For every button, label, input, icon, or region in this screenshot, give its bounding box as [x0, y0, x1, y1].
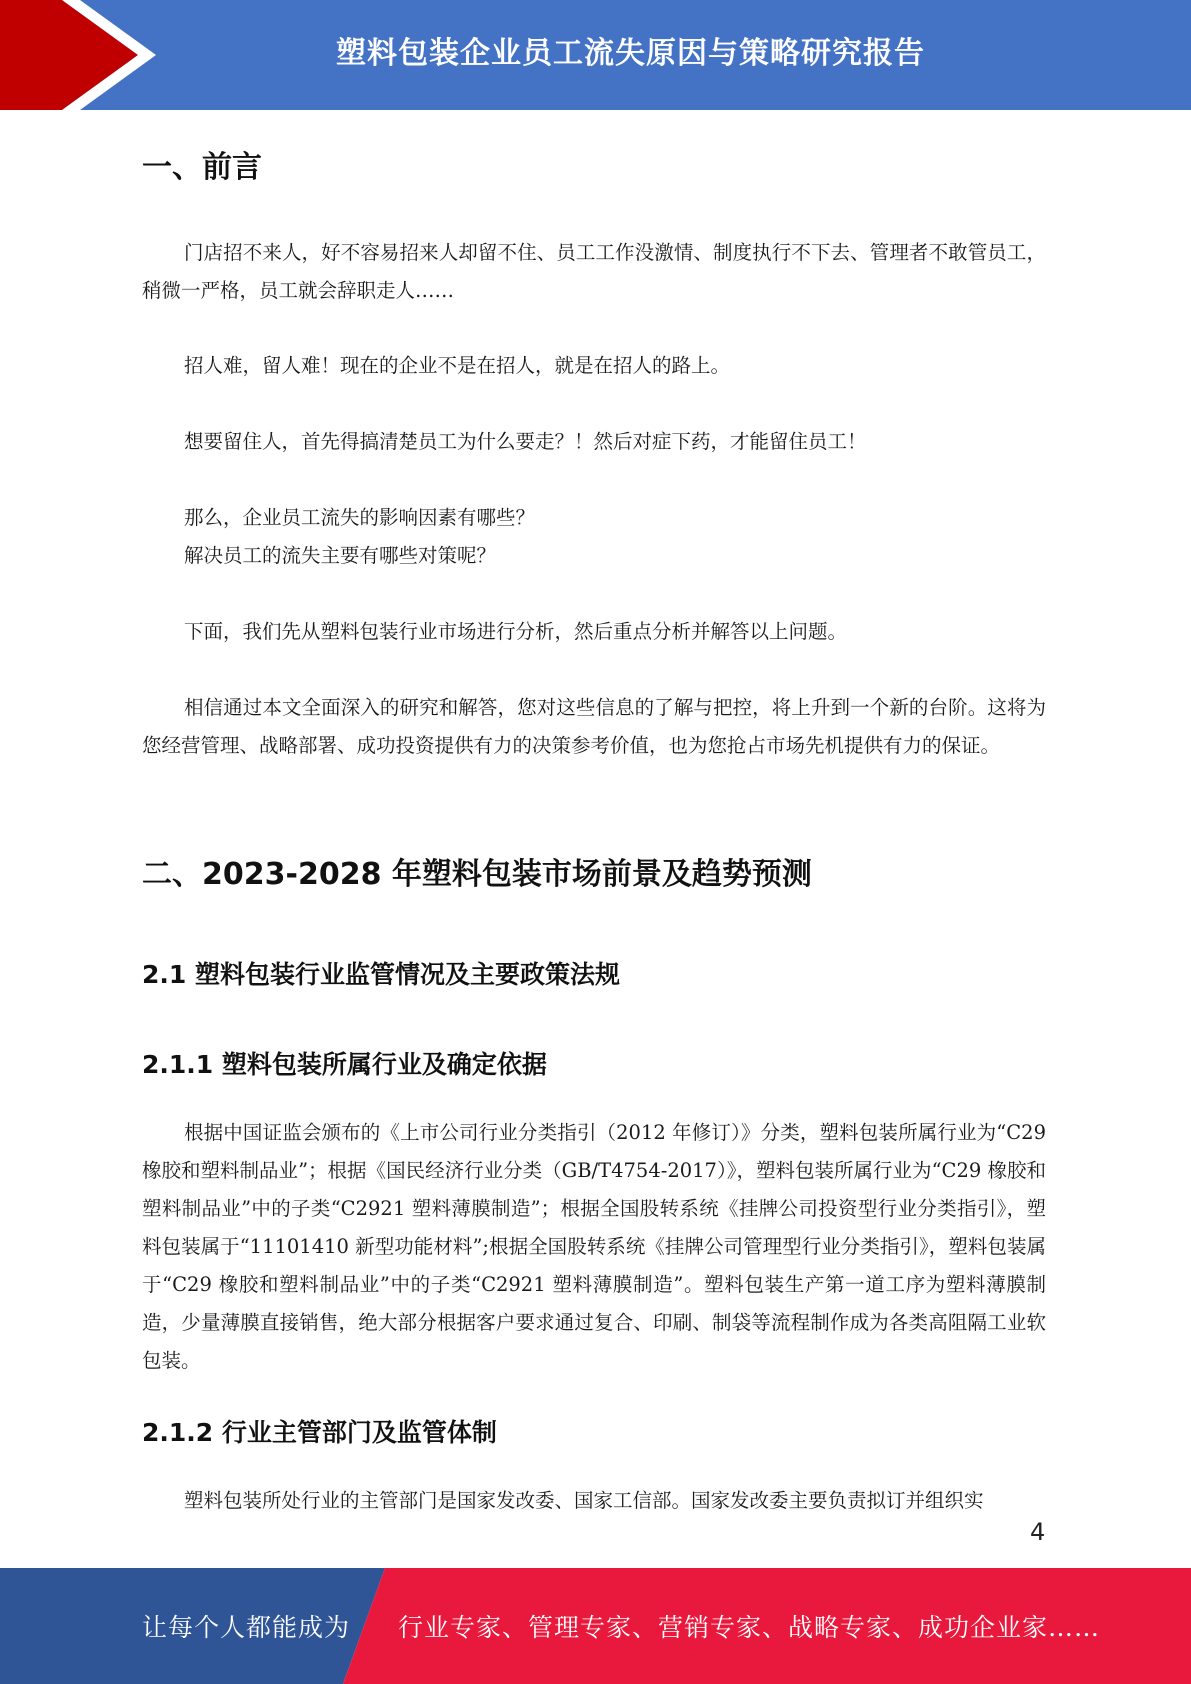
- paragraph: 相信通过本文全面深入的研究和解答，您对这些信息的了解与把控，将上升到一个新的台阶。这将为您经营管理、战略部署、成功投资提供有力的决策参考价值，也为您抢占市场先机提供有力的保证。: [142, 696, 1046, 757]
- paragraph: 门店招不来人，好不容易招来人却留不住、员工工作没激情、制度执行不下去、管理者不敢管员工，稍微一严格，员工就会辞职走人……: [142, 241, 1046, 302]
- report-title: 塑料包装企业员工流失原因与策略研究报告: [336, 36, 925, 71]
- paragraph: 解决员工的流失主要有哪些对策呢？: [184, 544, 497, 567]
- subsection-heading-2-1: 2.1 塑料包装行业监管情况及主要政策法规: [142, 960, 620, 989]
- footer-banner: [0, 1568, 1191, 1684]
- paragraph: 下面，我们先从塑料包装行业市场进行分析，然后重点分析并解答以上问题。: [184, 620, 848, 643]
- footer-slogan-left: 让每个人都能成为: [142, 1613, 351, 1642]
- paragraph: 想要留住人，首先得搞清楚员工为什么要走？！然后对症下药，才能留住员工！: [184, 430, 867, 453]
- header-banner: [0, 0, 1191, 110]
- footer-slogan-right: 行业专家、管理专家、营销专家、战略专家、成功企业家……: [398, 1613, 1101, 1642]
- paragraph: 招人难，留人难！现在的企业不是在招人，就是在招人的路上。: [184, 354, 731, 377]
- page-number: 4: [1030, 1518, 1046, 1546]
- paragraph: 塑料包装所处行业的主管部门是国家发改委、国家工信部。国家发改委主要负责拟订并组织实: [184, 1489, 984, 1512]
- subsection-heading-2-1-1: 2.1.1 塑料包装所属行业及确定依据: [142, 1050, 547, 1079]
- paragraph: 根据中国证监会颁布的《上市公司行业分类指引（2012 年修订）》分类，塑料包装所属行业为“C29 橡胶和塑料制品业”；根据《国民经济行业分类（GB/T4754-2017）》，塑料包装所属行业为“C29 橡胶和塑料制品业”中的子类“C2921 塑料薄膜制造”；根据全国股转系统《挂牌公司投资型行业分类指引》，塑料包装属于“11101410 新型功能材料”;根据全国股转系统《挂牌公司管理型行业分类指引》，塑料包装属于“C29 橡胶和塑料制品业”中的子类“C2921 塑料薄膜制造”。塑料包装生产第一道工序为塑料薄膜制造，少量薄膜直接销售，绝大部分根据客户要求通过复合、印刷、制袋等流程制作成为各类高阻隔工业软包装。: [142, 1121, 1046, 1372]
- subsection-heading-2-1-2: 2.1.2 行业主管部门及监管体制: [142, 1418, 497, 1447]
- paragraph: 那么，企业员工流失的影响因素有哪些？: [184, 506, 536, 529]
- section-heading-preface: 一、前言: [142, 150, 262, 185]
- section-heading-market-forecast: 二、2023-2028 年塑料包装市场前景及趋势预测: [142, 857, 812, 892]
